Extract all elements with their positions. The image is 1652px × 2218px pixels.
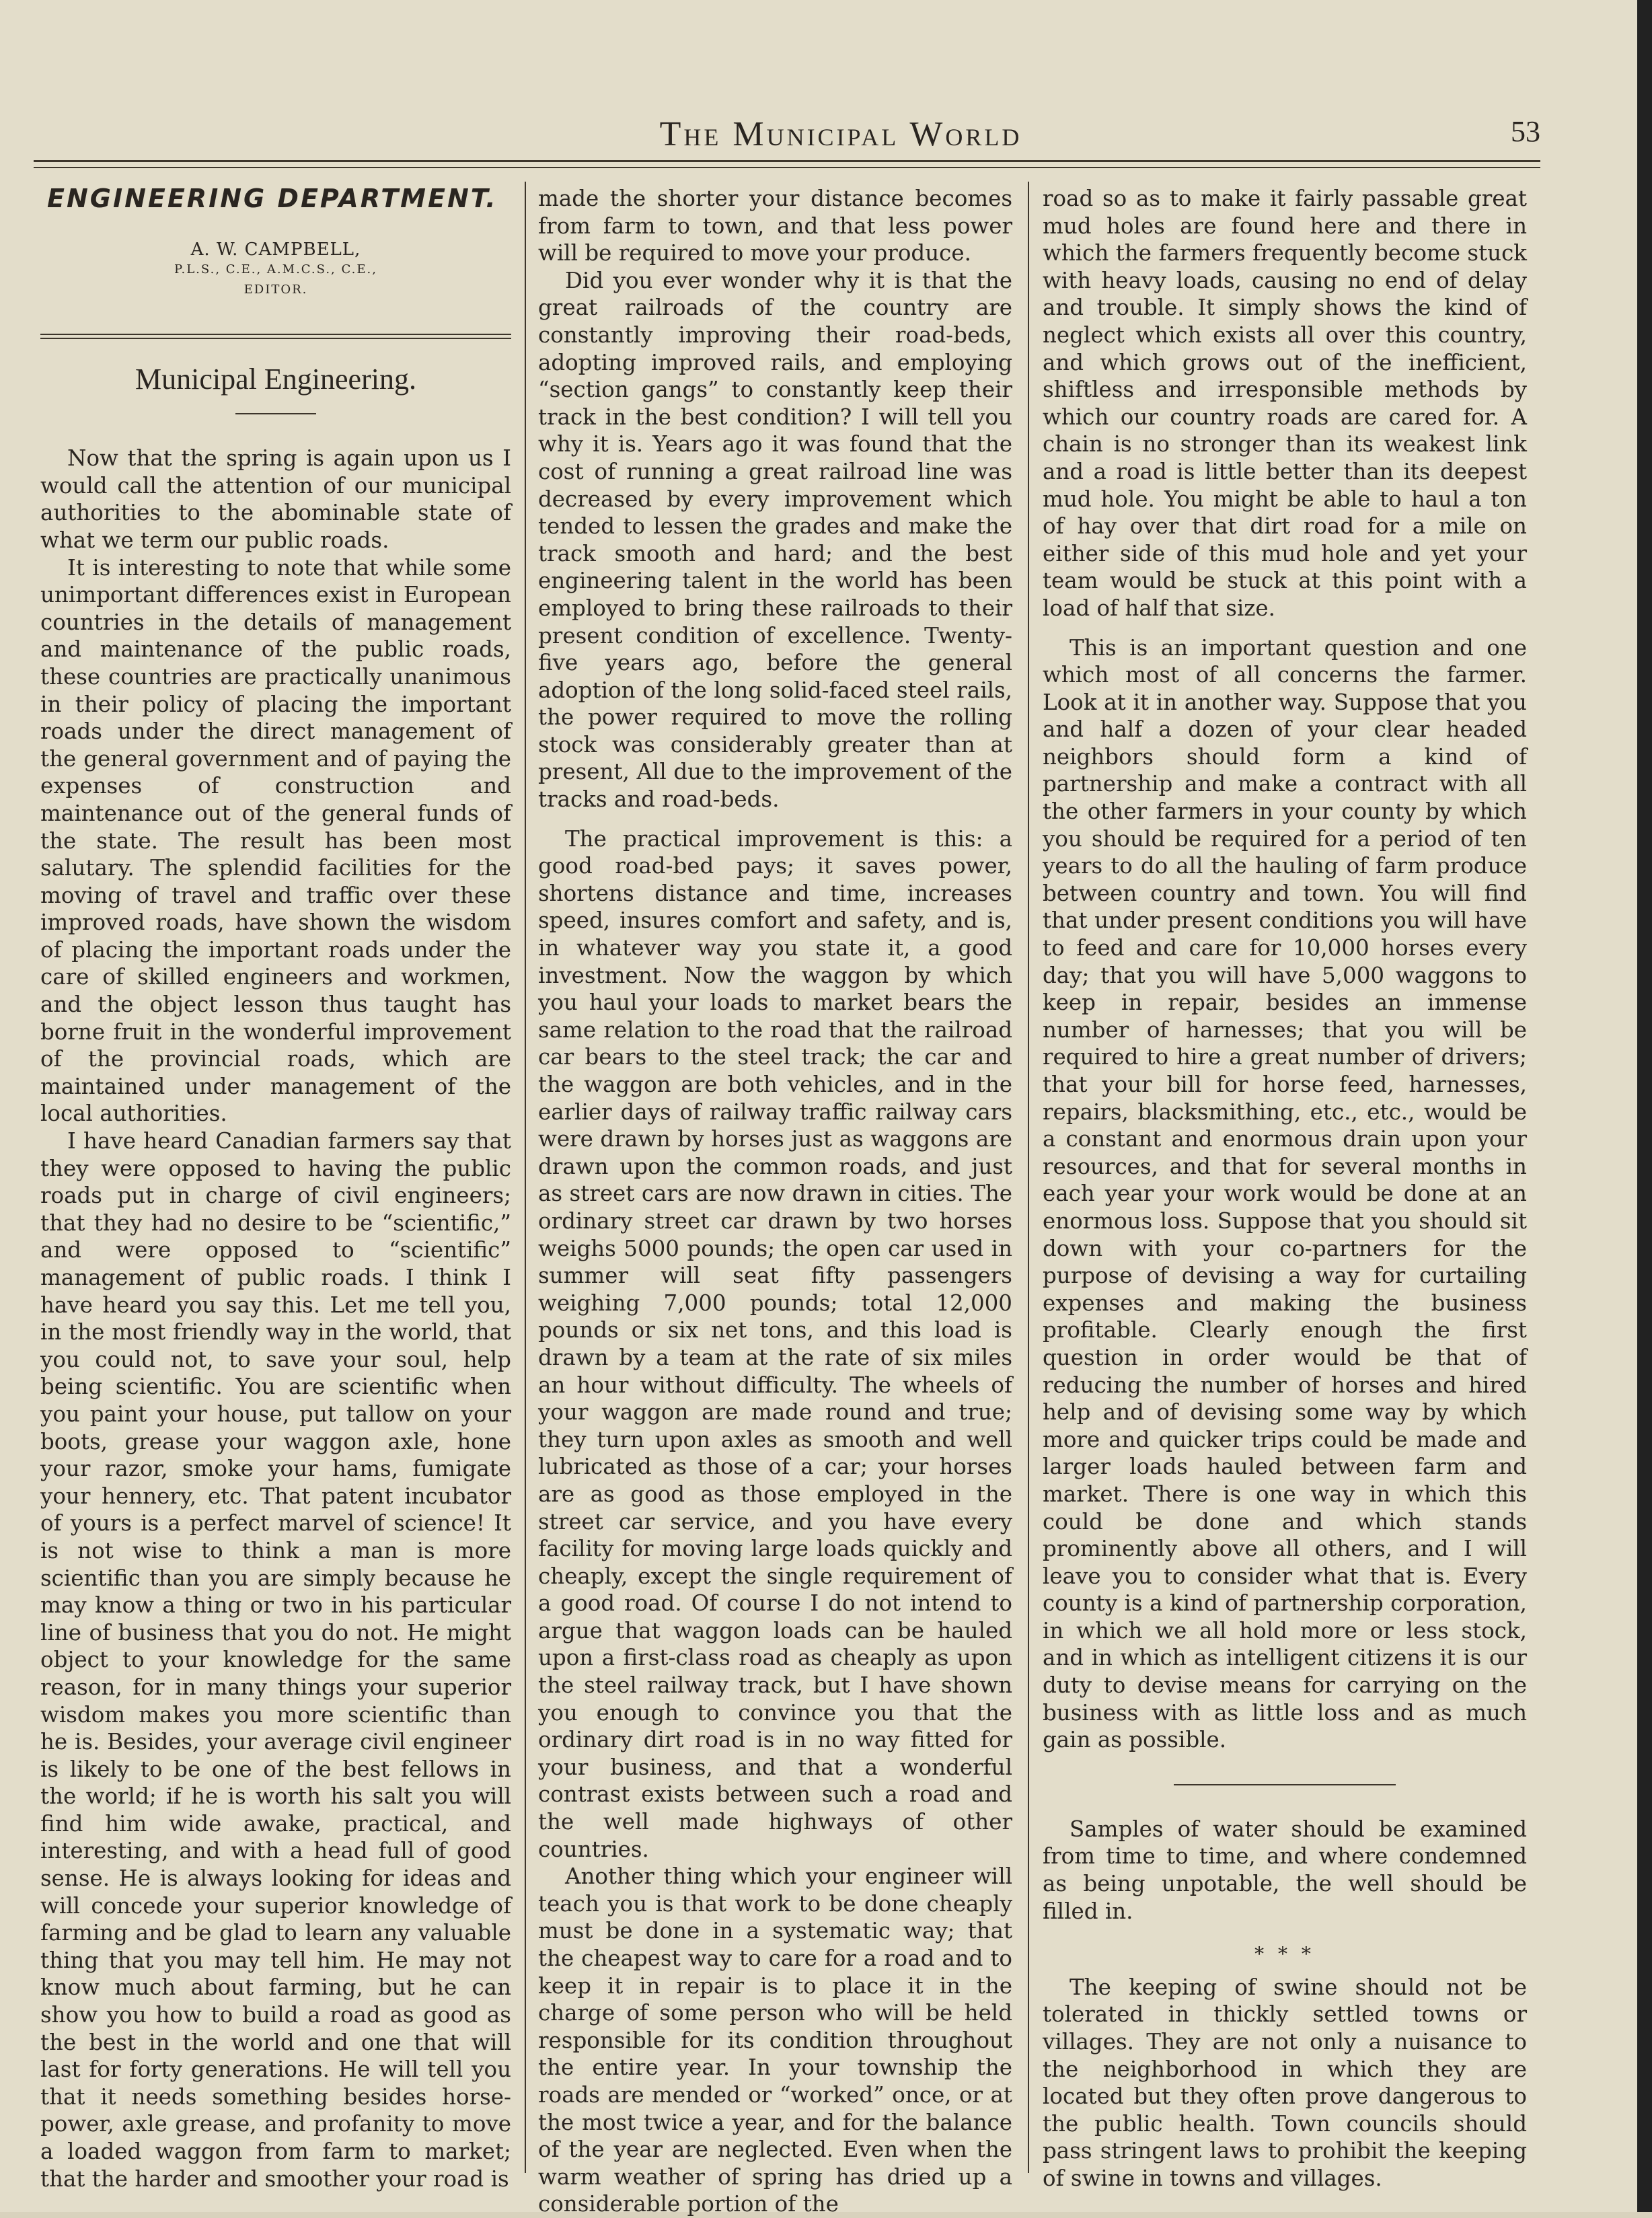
- editor-name: A. W. CAMPBELL,: [190, 239, 361, 260]
- article-title: Municipal Engineering.: [135, 362, 416, 396]
- article-paragraph: Did you ever wonder why it is that the great railroads of the country are constantly improving their road-beds, adopting improved rails, and employing “section gangs” to constantly keep their track in the best condition? I will tell you why it is. Years ago it was found that the cost of running a great railroad line was decreased by every improvement which tended to lessen the grades and make the track smooth and hard; and the best engineering talent in the world has been employed to bring these railroads to their present condition of excellence. Twenty-five years ago, before the general adoption of the long solid-faced steel rails, the power required to move the rolling stock was considerably greater than at present, All due to the improvement of the tracks and road-beds.: [538, 267, 1012, 813]
- asterism-separator: * * *: [1254, 1943, 1315, 1966]
- article-paragraph: Now that the spring is again upon us I would call the attention of our municipal authorities to the abominable state of what we term our public roads.: [40, 445, 511, 553]
- section-double-rule: [40, 334, 511, 339]
- article-paragraph: made the shorter your distance becomes from farm to town, and that less power will be required to move your produce.: [538, 186, 1012, 266]
- column-divider-1: [525, 182, 526, 2173]
- article-paragraph: I have heard Canadian farmers say that they were opposed to having the public roads put in charge of civil engineers; that they had no desire to be “scientific,” and were opposed to “scientific” management of public roads. I think I have heard you say this. Let me tell you, in the most friendly way in the world, that you could not, to save your soul, help being scientific. You are scientific when you paint your house, put tallow on your boots, grease your waggon axle, hone your razor, smoke your hams, fumigate your hennery, etc. That patent incubator of yours is a perfect marvel of science! It is not wise to think a man is more scientific than you are simply because he may know a thing or two in his particular line of business that you do not. He might object to your knowledge for the same reason, for in many things your superior wisdom makes you more scientific than he is. Besides, your average civil engineer is likely to be one of the best fellows in the world; if he is worth his salt you will find him wide awake, practical, and interesting, and with a head full of good sense. He is always looking for ideas and will concede your superior knowledge of farming and be glad to learn any valuable thing that you may tell him. He may not know much about farming, but he can show you how to build a road as good as the best in the world and one that will last for forty generations. He will tell you that it needs something besides horse-power, axle grease, and profanity to move a loaded waggon from farm to market; that the harder and smoother your road is: [40, 1128, 511, 2192]
- header-rule-bottom: [34, 167, 1540, 168]
- article-paragraph: It is interesting to note that while some unimportant differences exist in European countries in the details of management and maintenance of the public roads, these countries are practically unanimous in their policy of placing the important roads under the direct management of the general government and of paying the expenses of construction and maintenance out of the general funds of the state. The result has been most salutary. The splendid facilities for the moving of travel and traffic over these improved roads, have shown the wisdom of placing the important roads under the care of skilled engineers and workmen, and the object lesson thus taught has borne fruit in the wonderful improvement of the provincial roads, which are maintained under management of the local authorities.: [40, 554, 511, 1127]
- swine-note: The keeping of swine should not be tolerated in thickly settled towns or villages. They are not only a nuisance to the neighborhood in which they are located but they often prove dangerous to the public health. Town councils should pass stringent laws to prohibit the keeping of swine in towns and villages.: [1043, 1974, 1527, 2191]
- department-heading: ENGINEERING DEPARTMENT.: [47, 184, 498, 213]
- article-paragraph: This is an important question and one which most of all concerns the farmer. Look at it in another way. Suppose that you and half a dozen of your clear headed neighbors should form a kind of partnership and make a contract with all the other farmers in your county by which you should be required for a period of ten years to do all the hauling of farm produce between country and town. You will find that under present conditions you will have to feed and care for 10,000 horses every day; that you will have 5,000 waggons to keep in repair, besides an immense number of harnesses; that you will be required to hire a great number of drivers; that your bill for horse feed, harnesses, repairs, blacksmithing, etc., etc., would be a constant and enormous drain upon your resources, and that for several months in each year your work would be done at an enormous loss. Suppose that you should sit down with your co-partners for the purpose of devising a way for curtailing expenses and making the business profitable. Clearly enough the first question in order would be that of reducing the number of horses and hired help and of devising some way by which more and quicker trips could be made and larger loads hauled between farm and market. There is one way in which this could be done and which stands prominently above all others, and I will leave you to consider what that is. Every county is a kind of partnership corporation, in which we all hold more or less stock, and in which as intelligent citizens it is our duty to devise means for carrying on the business with as little loss and as much gain as possible.: [1043, 634, 1527, 1753]
- column-divider-2: [1028, 182, 1029, 2173]
- running-head-title: The Municipal World: [659, 115, 1022, 153]
- header-rule-top: [34, 160, 1540, 162]
- column-1: [40, 185, 511, 2192]
- article-paragraph: The practical improvement is this: a good road-bed pays; it saves power, shortens distance and time, increases speed, insures comfort and safety, and is, in whatever way you state it, a good investment. Now the waggon by which you haul your loads to market bears the same relation to the road that the railroad car bears to the steel track; the car and the waggon are both vehicles, and in the earlier days of railway traffic railway cars were drawn by horses just as waggons are drawn upon the common roads, and just as street cars are now drawn in cities. The ordinary street car drawn by two horses weighs 5000 pounds; the open car used in summer will seat fifty passengers weighing 7,000 pounds; total 12,000 pounds or six net tons, and this load is drawn by a team at the rate of six miles an hour without difficulty. The wheels of your waggon are made round and true; they turn upon axles as smooth and well lubricated as those of a car; your horses are as good as those employed in the street car service, and you have every facility for moving large loads quickly and cheaply, except the single requirement of a good road. Of course I do not intend to argue that waggon loads can be hauled upon a first-class road as cheaply as upon the steel railway track, but I have shown you enough to convince you that the ordinary dirt road is in no way fitted for your business, and that a wonderful contrast exists between such a road and the well made highways of other countries.: [538, 825, 1012, 1862]
- note-separator-rule: [1174, 1784, 1396, 1785]
- column-3: [1043, 185, 1527, 2192]
- page-edge-shadow: [1637, 0, 1652, 2212]
- title-rule: [235, 413, 316, 414]
- article-paragraph: Another thing which your engineer will teach you is that work to be done cheaply must be done in a systematic way; that the cheapest way to care for a road and to keep it in repair is to place it in the charge of some person who will be held responsible for its condition throughout the entire year. In your township the roads are mended or “worked” once, or at the most twice a year, and for the balance of the year are neglected. Even when the warm weather of spring has dried up a considerable portion of the: [538, 1863, 1012, 2217]
- article-paragraph: road so as to make it fairly passable great mud holes are found here and there in which the farmers frequently become stuck with heavy loads, causing no end of delay and trouble. It simply shows the kind of neglect which exists all over this country, and which grows out of the inefficient, shiftless and irresponsible methods by which our country roads are cared for. A chain is no stronger than its weakest link and a road is little better than its deepest mud hole. You might be able to haul a ton of hay over that dirt road for a mile on either side of this mud hole and yet your team would be stuck at this point with a load of half that size.: [1043, 186, 1527, 621]
- water-note: Samples of water should be examined from time to time, and where condemned as being unpotable, the well should be filled in.: [1043, 1816, 1527, 1924]
- editor-credentials: P.L.S., C.E., A.M.C.S., C.E.,: [174, 262, 377, 276]
- column-2: [538, 185, 1012, 2218]
- editor-role: EDITOR.: [243, 282, 308, 297]
- page-number: 53: [1511, 115, 1540, 148]
- editor-block: [40, 239, 511, 300]
